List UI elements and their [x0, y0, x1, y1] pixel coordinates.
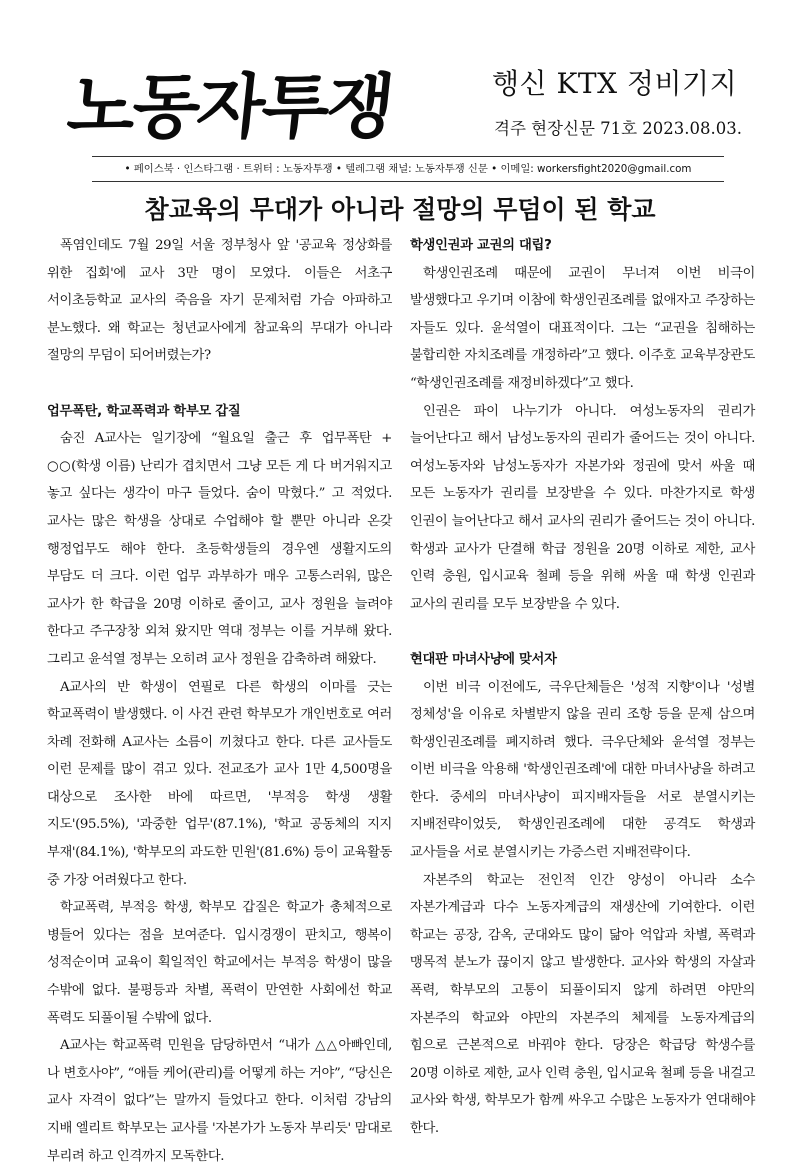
paragraph: A교사는 학교폭력 민원을 담당하면서 “내가 △△아빠인데, 나 변호사야”, “애들 케어(관리)를 어떻게 하는 거야”, “당신은 교사 자격이 없다”는 말까지 들었다고 한다. 이처럼 강남의 지배 엘리트 학부모는 교사를 '자본가가 노동자 부리듯' 맘대로 부리려 하고 인격까지 모독한다. [47, 1038, 392, 1164]
paragraph: 숨진 A교사는 일기장에 “월요일 출근 후 업무폭탄 + ○○(학생 이름) 난리가 겹치면서 그냥 모든 게 다 버거워지고 놓고 싶다는 생각이 마구 들었다. 숨이 막혔다.” 고 적었다. 교사는 많은 학생을 상대로 수업해야 할 뿐만 아니라 온갖 행정업무도 해야 한다. 초등학생들의 경우엔 생활지도의 부담도 더 크다. 이런 업무 과부하가 매우 고통스러워, 많은 교사가 한 학급을 20명 이하로 줄이고, 교사 정원을 늘려야 한다고 주구장창 외쳐 왔지만 역대 정부는 이를 거부해 왔다. 그리고 윤석열 정부는 오히려 교사 정원을 감축하려 해왔다. [47, 431, 392, 667]
social-contact-bar: • 페이스북 · 인스타그램 · 트위터 : 노동자투쟁 • 텔레그램 채널: 노동자투쟁 신문 • 이메일: workersfight2020@gmail.com [92, 156, 724, 182]
article-headline: 참교육의 무대가 아니라 절망의 무덤이 된 학교 [144, 195, 656, 224]
edition-title: 행신 KTX 정비기지 [492, 67, 738, 100]
paragraph: A교사의 반 학생이 연필로 다른 학생의 이마를 긋는 학교폭력이 발생했다. 이 사건 관련 학부모가 개인번호로 여러 차례 전화해 A교사는 소름이 끼쳤다고 한다. 다른 교사들도 이런 문제를 많이 겪고 있다. 전교조가 교사 1만 4,500명을 대상으로 조사한 바에 따르면, '부적응 학생 생활 지도'(95.5%), '과중한 업무'(87.1%), '학교 공동체의 지지 부재'(84.1%), '학부모의 과도한 민원'(81.6%) 등이 교육활동 중 가장 어려웠다고 한다. [47, 679, 392, 888]
right-column [410, 232, 755, 1143]
spacer [47, 370, 392, 398]
left-column [47, 232, 392, 1170]
section-heading: 업무폭탄, 학교폭력과 학부모 갑질 [47, 403, 241, 419]
spacer [410, 618, 755, 646]
section-heading: 학생인권과 교권의 대립? [410, 238, 552, 253]
issue-info: 격주 현장신문 71호 2023.08.03. [494, 119, 743, 138]
paragraph: 이번 비극 이전에도, 극우단체들은 '성적 지향'이나 '성별 정체성'을 이유로 차별받지 않을 권리 조항 등을 문제 삼으며 학생인권조례를 폐지하려 했다. 극우단체와 윤석열 정부는 이번 비극을 악용해 '학생인권조례'에 대한 마녀사냥을 하려고 한다. 중세의 마녀사냥이 피지배자들을 서로 분열시키는 지배전략이었듯, 학생인권조례에 대한 공격도 학생과 교사들을 서로 분열시키는 가증스런 지배전략이다. [410, 679, 755, 861]
paragraph: 학교폭력, 부적응 학생, 학부모 갑질은 학교가 총체적으로 병들어 있다는 점을 보여준다. 입시경쟁이 판치고, 행복이 성적순이며 교육이 획일적인 학교에서는 부적응 학생이 많을 수밖에 없다. 불평등과 차별, 폭력이 만연한 사회에선 학교 폭력도 되풀이될 수밖에 없다. [47, 900, 392, 1026]
paragraph: 학생인권조례 때문에 교권이 무너져 이번 비극이 발생했다고 우기며 이참에 학생인권조례를 없애자고 주장하는 자들도 있다. 윤석열이 대표적이다. 그는 “교권을 침해하는 불합리한 자치조례를 개정하라”고 했다. 이주호 교육부장관도 “학생인권조례를 재정비하겠다”고 했다. [410, 265, 755, 391]
section-heading: 현대판 마녀사냥에 맞서자 [410, 651, 557, 667]
masthead-logo: 노동자투쟁 [63, 66, 396, 148]
intro-paragraph: 폭염인데도 7월 29일 서울 정부청사 앞 '공교육 정상화를 위한 집회'에 교사 3만 명이 모였다. 이들은 서초구 서이초등학교 교사의 죽음을 자기 문제처럼 가슴 아파하고 분노했다. 왜 학교는 청년교사에게 참교육의 무대가 아니라 절망의 무덤이 되어버렸는가? [47, 238, 392, 364]
paragraph: 인권은 파이 나누기가 아니다. 여성노동자의 권리가 늘어난다고 해서 남성노동자의 권리가 줄어드는 것이 아니다. 여성노동자와 남성노동자가 자본가와 정권에 맞서 싸울 때 모든 노동자가 권리를 보장받을 수 있다. 마찬가지로 학생 인권이 늘어난다고 해서 교사의 권리가 줄어드는 것이 아니다. 학생과 교사가 단결해 학급 정원을 20명 이하로 제한, 교사 인력 충원, 입시교육 철폐 등을 위해 싸울 때 학생 인권과 교사의 권리를 모두 보장받을 수 있다. [410, 403, 755, 612]
paragraph: 자본주의 학교는 전인적 인간 양성이 아니라 소수 자본가계급과 다수 노동자계급의 재생산에 기여한다. 이런 학교는 공장, 감옥, 군대와도 많이 닮아 억압과 차별, 폭력과 맹목적 분노가 끊이지 않고 발생한다. 교사와 학생의 자살과 폭력, 학부모의 고통이 되풀이되지 않게 하려면 야만의 자본주의 학교와 야만의 자본주의 체제를 노동자계급의 힘으로 근본적으로 바꿔야 한다. 당장은 학급당 학생수를 20명 이하로 제한, 교사 인력 충원, 입시교육 철폐 등을 내걸고 교사와 학생, 학부모가 함께 싸우고 수많은 노동자가 연대해야 한다. [410, 872, 755, 1136]
